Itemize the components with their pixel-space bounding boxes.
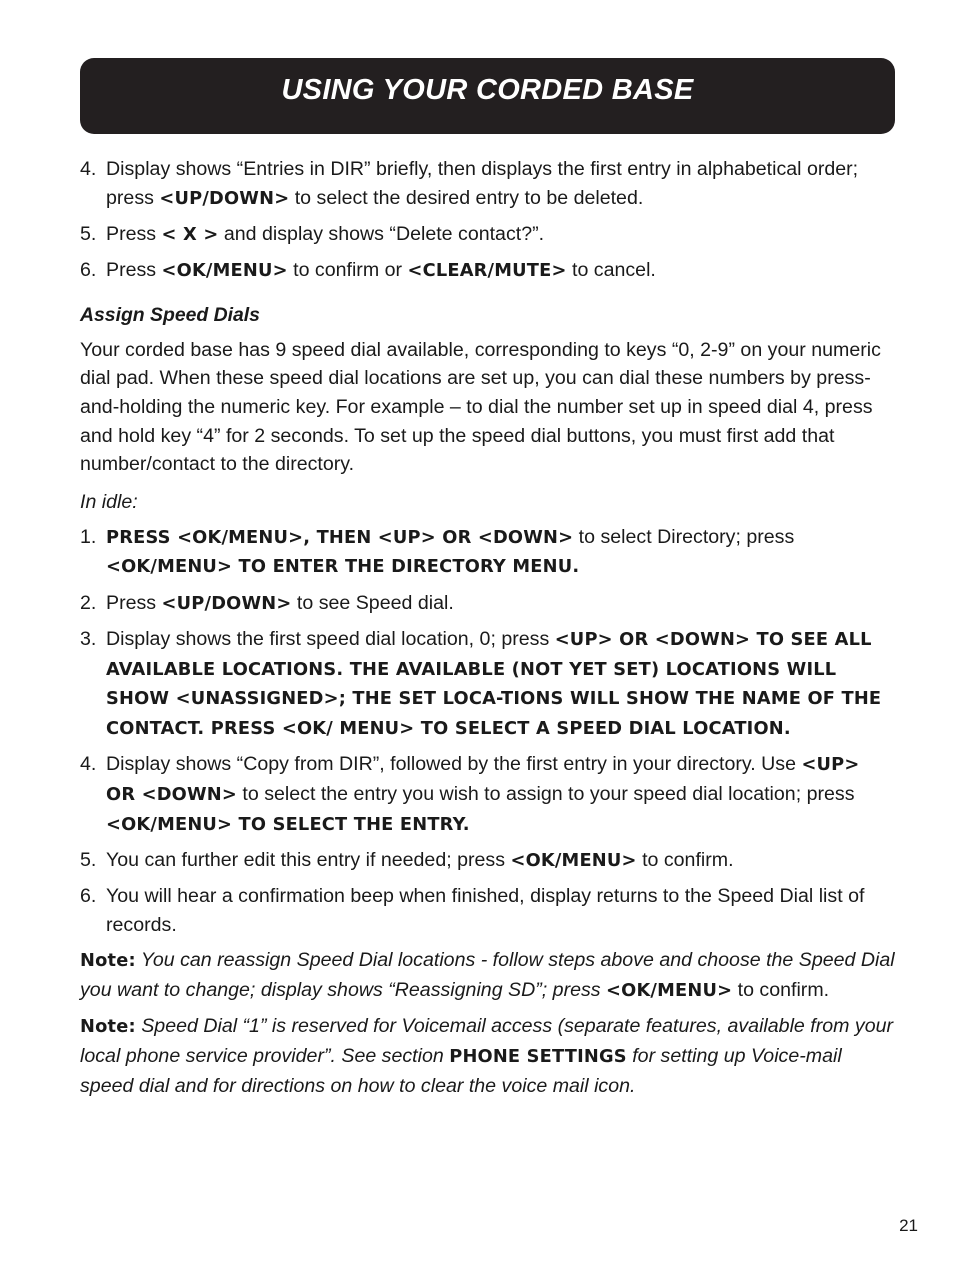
text-run: Display shows “Entries in DIR” briefly, then displays the first entry in alphabetical order; press [106, 158, 859, 209]
bold-text: <CLEAR/MUTE> [407, 260, 567, 282]
bold-text: <UP/DOWN> [159, 187, 290, 209]
step-number: 3. [80, 627, 97, 650]
step-number: 4. [80, 158, 97, 180]
step-text [106, 526, 794, 578]
text-run: to select the entry you wish to assign to your speed dial location; press [236, 782, 855, 805]
list-item [80, 256, 895, 286]
text-run: to see Speed dial. [291, 591, 454, 614]
section-heading: Assign Speed Dials [80, 303, 260, 326]
page-title: USING YOUR CORDED BASE [281, 74, 694, 106]
step-number: 5. [80, 222, 97, 245]
text-run: to select the desired entry to be deleted. [289, 186, 644, 209]
step-text [106, 885, 864, 936]
text-run: Press [106, 222, 162, 245]
page-number: 21 [899, 1216, 918, 1235]
bold-text: <UP> OR <DOWN> TO SEE ALL AVAILABLE LOCATIONS. THE AVAILABLE (NOT YET SET) LOCATIONS WILL SHOW <UNASSIGNED>; THE SET LOCA-TIONS WILL SHOW THE NAME OF THE CONTACT. PRESS <OK/ MENU> TO SELECT A SPEED DIAL LOCATION. [106, 628, 882, 739]
list-item [80, 155, 895, 213]
bold-text: <UP> OR <DOWN> [106, 754, 860, 805]
note-voicemail [80, 1012, 895, 1100]
delete-steps-list [80, 155, 895, 286]
step-text [106, 259, 656, 281]
bold-text: <OK/MENU> [161, 260, 288, 282]
step-number: 6. [80, 884, 97, 907]
text-run: to confirm. [732, 978, 830, 1001]
list-item [80, 523, 895, 582]
list-item [80, 882, 895, 939]
text-run: Press [106, 259, 162, 282]
italic-text: You can reassign Speed Dial locations - follow steps above and choose the Speed Dial you want to change; display shows “Reassigning SD”; press [80, 948, 895, 1001]
text-run: to confirm. [636, 848, 734, 871]
bold-text: <OK/MENU> TO ENTER THE DIRECTORY MENU. [106, 556, 580, 578]
step-number: 5. [80, 848, 97, 871]
step-number: 1. [80, 525, 97, 548]
idle-label: In idle: [80, 491, 138, 514]
step-number: 2. [80, 591, 97, 614]
bold-text: <UP/DOWN> [161, 592, 292, 614]
section-header-banner [80, 58, 895, 134]
text-run: to confirm or [287, 259, 408, 282]
step-text [106, 223, 544, 245]
step-text [106, 592, 454, 614]
list-item [80, 846, 895, 876]
text-run: Press [106, 591, 162, 614]
document-body [80, 155, 895, 1107]
bold-text: <OK/MENU> [510, 849, 637, 871]
text-run: and display shows “Delete contact?”. [218, 222, 545, 245]
list-item [80, 589, 895, 619]
step-number: 4. [80, 753, 97, 776]
text-run: Display shows “Copy from DIR”, followed by the first entry in your directory. Use [106, 753, 802, 776]
text-run: Display shows the first speed dial location, 0; press [106, 627, 555, 650]
text-run: You can further edit this entry if needed; press [106, 848, 511, 871]
step-number: 6. [80, 259, 97, 282]
bold-text: < X > [161, 223, 219, 245]
bold-text: Note: [80, 949, 136, 971]
italic-text: Speed Dial “1” is reserved for Voicemail access (separate features, available from your local phone service provider”. See section [80, 1015, 894, 1067]
italic-text: for setting up Voice-mail speed dial and for directions on how to clear the voice mail icon. [80, 1044, 842, 1097]
bold-text: <OK/MENU> [606, 979, 733, 1001]
step-text [106, 628, 881, 739]
step-text [106, 753, 860, 834]
step-text [106, 158, 858, 209]
note-reassign [80, 946, 895, 1005]
list-item [80, 625, 895, 744]
list-item [80, 750, 895, 839]
step-text [106, 849, 734, 871]
text-run: to cancel. [566, 259, 656, 282]
text-run: You will hear a confirmation beep when finished, display returns to the Speed Dial list of records. [106, 884, 865, 936]
bold-text: <OK/MENU> TO SELECT THE ENTRY. [106, 813, 470, 835]
bold-text: PRESS <OK/MENU>, THEN <UP> OR <DOWN> [106, 526, 574, 548]
intro-paragraph: Your corded base has 9 speed dial available, corresponding to keys “0, 2-9” on your numeric dial pad. When these speed dial locations are set up, you can dial these numbers by press-and-holding the numeric key. For example – to dial the number set up in speed dial 4, press and hold key “4” for 2 seconds. To set up the speed dial buttons, you must first add that number/contact to the directory. [80, 338, 881, 476]
bold-text: Note: [80, 1016, 136, 1038]
speed-dial-steps-list [80, 523, 895, 940]
list-item [80, 220, 895, 250]
text-run: to select Directory; press [573, 525, 795, 548]
bold-text: PHONE SETTINGS [449, 1045, 627, 1067]
